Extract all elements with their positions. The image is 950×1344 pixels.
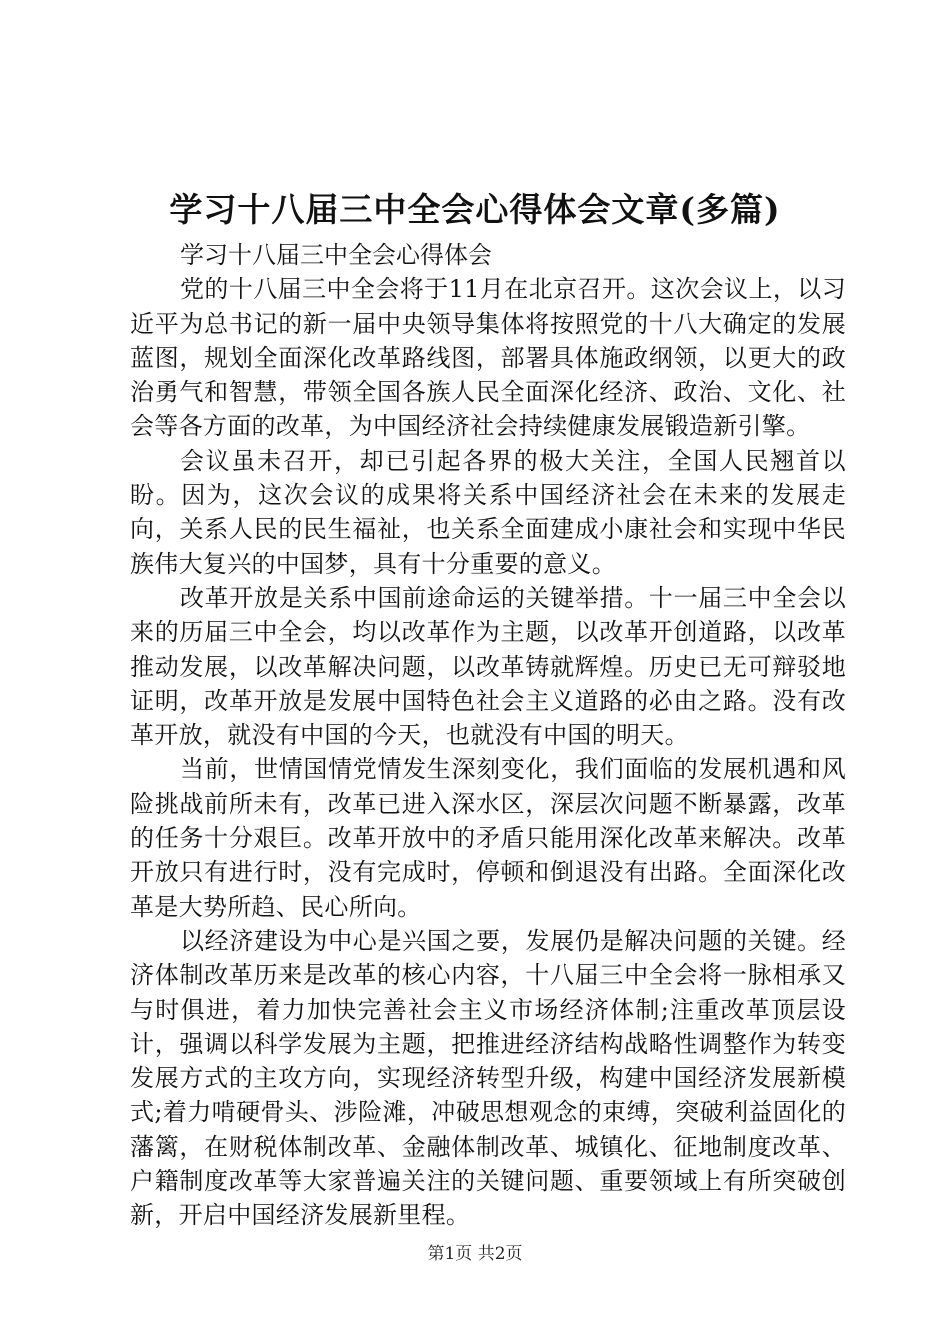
paragraph-1: 党的十八届三中全会将于11月在北京召开。这次会议上，以习近平为总书记的新一届中央领导集体将按照党的十八大确定的发展蓝图，规划全面深化改革路线图，部署具体施政纲领，以更大的政治勇气和智慧，带领全国各族人民全面深化经济、政治、文化、社会等各方面的改革，为中国经济社会持续健康发展锻造新引擎。 — [130, 275, 846, 441]
document-subtitle: 学习十八届三中全会心得体会 — [180, 241, 492, 269]
document-title: 学习十八届三中全会心得体会文章(多篇) — [169, 190, 781, 229]
document-body — [130, 238, 846, 1233]
paragraph-4: 当前，世情国情党情发生深刻变化，我们面临的发展机遇和风险挑战前所未有，改革已进入深水区，深层次问题不断暴露，改革的任务十分艰巨。改革开放中的矛盾只能用深化改革来解决。改革开放只有进行时，没有完成时，停顿和倒退没有出路。全面深化改革是大势所趋、民心所向。 — [130, 755, 846, 921]
paragraph-5: 以经济建设为中心是兴国之要，发展仍是解决问题的关键。经济体制改革历来是改革的核心内容，十八届三中全会将一脉相承又与时俱进，着力加快完善社会主义市场经济体制;注重改革顶层设计，强调以科学发展为主题，把推进经济结构战略性调整作为转变发展方式的主攻方向，实现经济转型升级，构建中国经济发展新模式;着力啃硬骨头、涉险滩，冲破思想观念的束缚，突破利益固化的藩篱，在财税体制改革、金融体制改革、城镇化、征地制度改革、户籍制度改革等大家普遍关注的关键问题、重要领域上有所突破创新，开启中国经济发展新里程。 — [130, 926, 846, 1230]
paragraph-3: 改革开放是关系中国前途命运的关键举措。十一届三中全会以来的历届三中全会，均以改革作为主题，以改革开创道路，以改革推动发展，以改革解决问题，以改革铸就辉煌。历史已无可辩驳地证明，改革开放是发展中国特色社会主义道路的必由之路。没有改革开放，就没有中国的今天，也就没有中国的明天。 — [130, 583, 846, 750]
paragraph-2: 会议虽未召开，却已引起各界的极大关注，全国人民翘首以盼。因为，这次会议的成果将关系中国经济社会在未来的发展走向，关系人民的民生福祉，也关系全面建成小康社会和实现中华民族伟大复兴的中国梦，具有十分重要的意义。 — [130, 446, 846, 578]
page-footer: 第1页 共2页 — [427, 1244, 523, 1264]
